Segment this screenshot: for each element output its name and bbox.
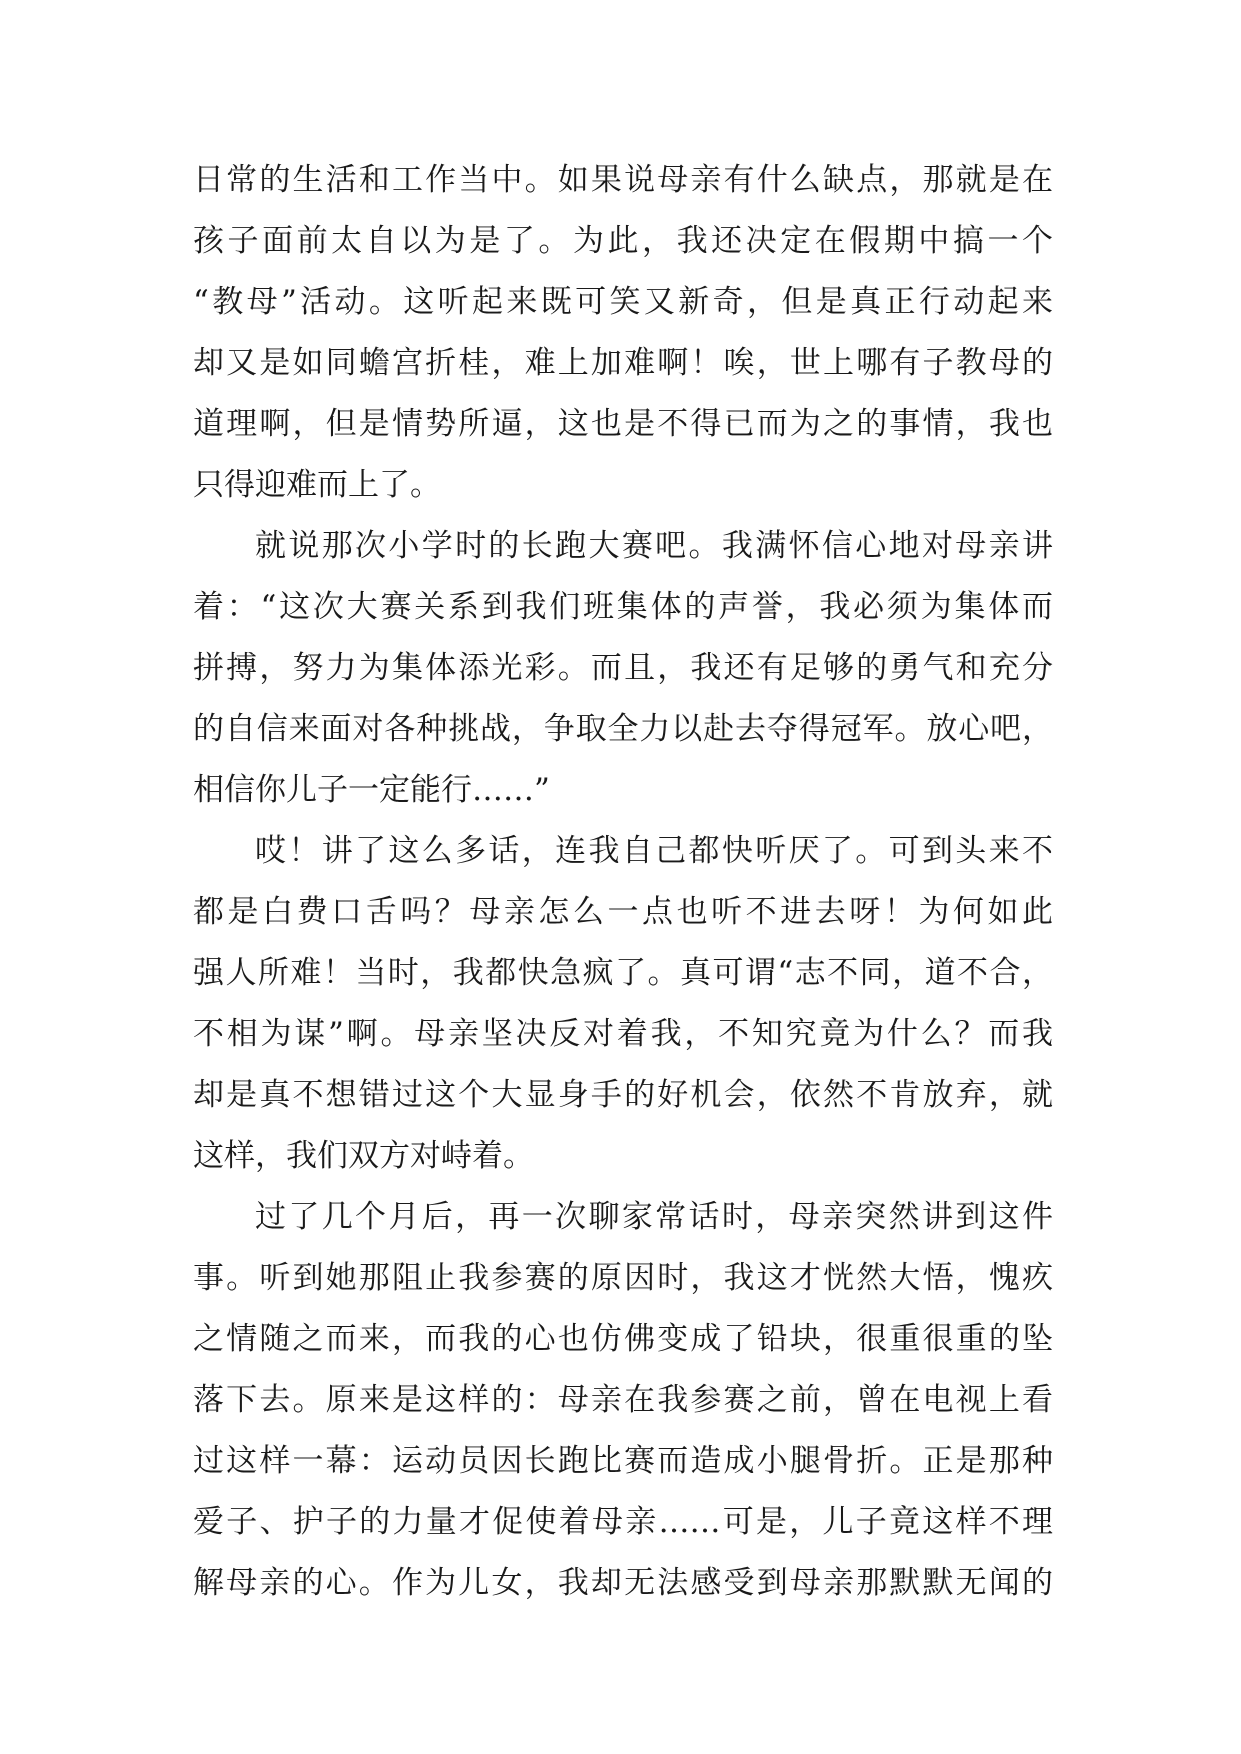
text-line: 之情随之而来，而我的心也仿佛变成了铅块，很重很重的坠 [193,1321,1053,1357]
text-line: “教母”活动。这听起来既可笑又新奇，但是真正行动起来 [193,284,1053,320]
body-text [193,150,1053,1614]
text-line: 的自信来面对各种挑战，争取全力以赴去夺得冠军。放心吧， [193,711,1053,747]
text-line: 着：“这次大赛关系到我们班集体的声誉，我必须为集体而 [193,589,1053,625]
text-line: 日常的生活和工作当中。如果说母亲有什么缺点，那就是在 [193,162,1053,198]
text-line: 拼搏，努力为集体添光彩。而且，我还有足够的勇气和充分 [193,650,1053,686]
text-line: 却又是如同蟾宫折桂，难上加难啊！唉，世上哪有子教母的 [193,345,1053,381]
text-line: 解母亲的心。作为儿女，我却无法感受到母亲那默默无闻的 [193,1565,1053,1601]
text-line: 相信你儿子一定能行……” [193,772,550,808]
paragraph-first-line: 哎！讲了这么多话，连我自己都快听厌了。可到头来不 [255,833,1053,869]
text-line: 只得迎难而上了。 [193,467,441,503]
text-line: 都是白费口舌吗？母亲怎么一点也听不进去呀！为何如此 [193,894,1053,930]
text-line: 过这样一幕：运动员因长跑比赛而造成小腿骨折。正是那种 [193,1443,1053,1479]
text-line: 这样，我们双方对峙着。 [193,1138,534,1174]
text-line: 爱子、护子的力量才促使着母亲……可是，儿子竟这样不理 [193,1504,1053,1540]
text-line: 道理啊，但是情势所逼，这也是不得已而为之的事情，我也 [193,406,1053,442]
text-line: 强人所难！当时，我都快急疯了。真可谓“志不同，道不合， [193,955,1053,991]
text-line: 孩子面前太自以为是了。为此，我还决定在假期中搞一个 [193,223,1053,259]
paragraph-first-line: 过了几个月后，再一次聊家常话时，母亲突然讲到这件 [255,1199,1053,1235]
paragraph-first-line: 就说那次小学时的长跑大赛吧。我满怀信心地对母亲讲 [255,528,1053,564]
text-line: 落下去。原来是这样的：母亲在我参赛之前，曾在电视上看 [193,1382,1053,1418]
text-line: 不相为谋”啊。母亲坚决反对着我，不知究竟为什么？而我 [193,1016,1053,1052]
text-line: 却是真不想错过这个大显身手的好机会，依然不肯放弃，就 [193,1077,1053,1113]
text-line: 事。听到她那阻止我参赛的原因时，我这才恍然大悟，愧疚 [193,1260,1053,1296]
